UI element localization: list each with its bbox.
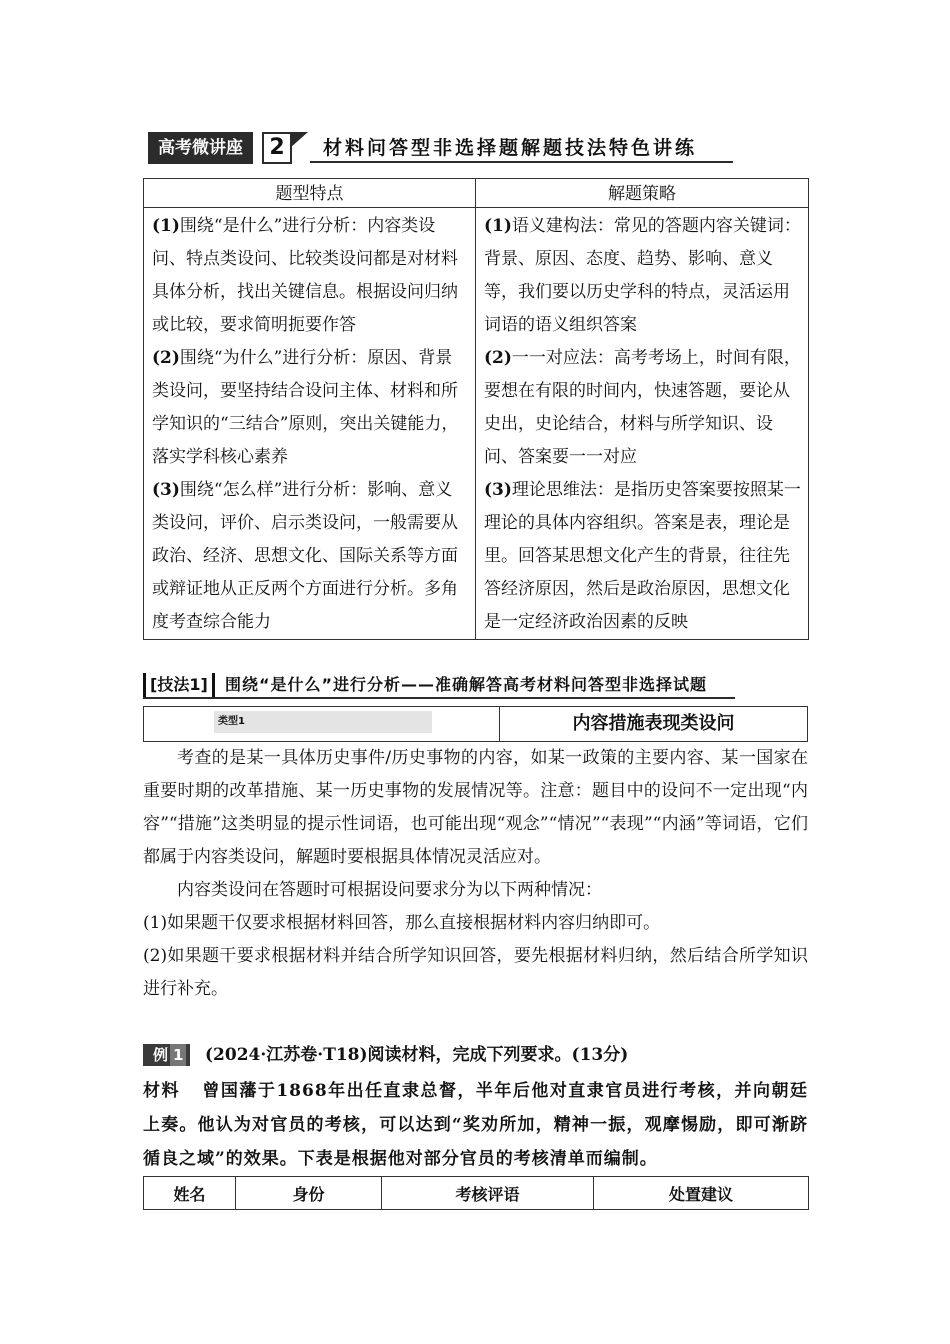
feature-lead: (1): [152, 216, 180, 236]
feature-item: [152, 474, 469, 639]
type-tag: 类型1: [214, 711, 432, 733]
lecture-label: 高考微讲座: [148, 132, 253, 164]
banner-wedge: [290, 132, 308, 164]
type-bar: [143, 706, 808, 742]
column-header-name: 姓名: [144, 1177, 236, 1210]
type-title: 内容措施表现类设问: [572, 713, 735, 734]
material-paragraph: [143, 1074, 808, 1176]
body-paragraph: (1)如果题干仅要求根据材料回答，那么直接根据材料内容归纳即可。: [143, 913, 661, 933]
features-cell: [144, 208, 476, 640]
feature-item: [152, 210, 469, 342]
technique-title: 围绕“是什么”进行分析——准确解答高考材料问答型非选择试题: [225, 675, 708, 694]
column-header-evaluation: 考核评语: [382, 1177, 594, 1210]
strategy-text: 语义建构法：常见的答题内容关键词：背景、原因、态度、趋势、影响、意义等，我们要以历史学科的特点，灵活运用词语的语义组织答案: [484, 216, 801, 335]
technique-rule: [143, 697, 735, 699]
material-label: 材料: [143, 1081, 180, 1101]
column-header-identity: 身份: [236, 1177, 382, 1210]
feature-lead: (3): [152, 480, 180, 500]
feature-text: 围绕“怎么样”进行分析：影响、意义类设问，评价、启示类设问，一般需要从政治、经济、思想文化、国际关系等方面或辩证地从正反两个方面进行分析。多角度考查综合能力: [152, 480, 458, 632]
strategy-lead: (2): [484, 348, 512, 368]
body-text: [143, 742, 808, 1006]
strategy-lead: (1): [484, 216, 512, 236]
example-tag: [143, 1044, 190, 1066]
material-text: 曾国藩于1868年出任直隶总督，半年后他对直隶官员进行考核，并向朝廷上奏。他认为对官员的考核，可以达到“奖劝所加，精神一振，观摩惕励，即可渐跻循良之域”的效果。下表是根据他对部分官员的考核清单而编制。: [143, 1081, 808, 1169]
technique-tag: [技法1]: [143, 673, 215, 697]
strategy-item: [484, 342, 802, 474]
page-title: 材料问答型非选择题解题技法特色讲练: [323, 137, 698, 159]
body-paragraph: 内容类设问在答题时可根据设问要求分为以下两种情况：: [177, 880, 602, 900]
technique-banner: [143, 673, 735, 699]
feature-lead: (2): [152, 348, 180, 368]
banner-rule: [310, 161, 733, 163]
body-paragraph: 考查的是某一具体历史事件/历史事物的内容，如某一政策的主要内容、某一国家在重要时期的改革措施、某一历史事物的发展情况等。注意：题目中的设问不一定出现“内容”“措施”这类明显的提示性词语，也可能出现“观念”“情况”“表现”“内涵”等词语，它们都属于内容类设问，解题时要根据具体情况灵活应对。: [143, 748, 808, 867]
evaluation-table: [143, 1176, 809, 1210]
strategies-cell: [476, 208, 809, 640]
example-label: 例: [153, 1046, 169, 1064]
strategy-item: [484, 474, 802, 639]
strategy-table: [143, 178, 809, 640]
strategy-item: [484, 210, 802, 342]
lecture-number: 2: [262, 132, 292, 164]
feature-text: 围绕“是什么”进行分析：内容类设问、特点类设问、比较类设问都是对材料具体分析，找出关键信息。根据设问归纳或比较，要求简明扼要作答: [152, 216, 458, 335]
column-header-features: 题型特点: [144, 179, 476, 208]
column-header-suggestion: 处置建议: [594, 1177, 809, 1210]
feature-text: 围绕“为什么”进行分析：原因、背景类设问，要坚持结合设问主体、材料和所学知识的“三结合”原则，突出关键能力，落实学科核心素养: [152, 348, 459, 467]
body-paragraph: (2)如果题干要求根据材料并结合所学知识回答，要先根据材料归纳，然后结合所学知识进行补充。: [143, 946, 808, 999]
strategy-text: 理论思维法：是指历史答案要按照某一理论的具体内容组织。答案是表，理论是里。回答某思想文化产生的背景，往往先答经济原因，然后是政治原因，思想文化是一定经济政治因素的反映: [484, 480, 801, 632]
example-header: [143, 1040, 808, 1070]
column-header-strategies: 解题策略: [476, 179, 809, 208]
lecture-banner: [148, 130, 733, 164]
example-text: (2024·江苏卷·T18)阅读材料，完成下列要求。(13分): [205, 1045, 629, 1065]
feature-item: [152, 342, 469, 474]
strategy-text: 一一对应法：高考考场上，时间有限，要想在有限的时间内，快速答题，要论从史出，史论结合，材料与所学知识、设问、答案要一一对应: [484, 348, 801, 467]
example-number: 1: [170, 1044, 186, 1066]
material-block: [143, 1074, 808, 1176]
strategy-lead: (3): [484, 480, 512, 500]
